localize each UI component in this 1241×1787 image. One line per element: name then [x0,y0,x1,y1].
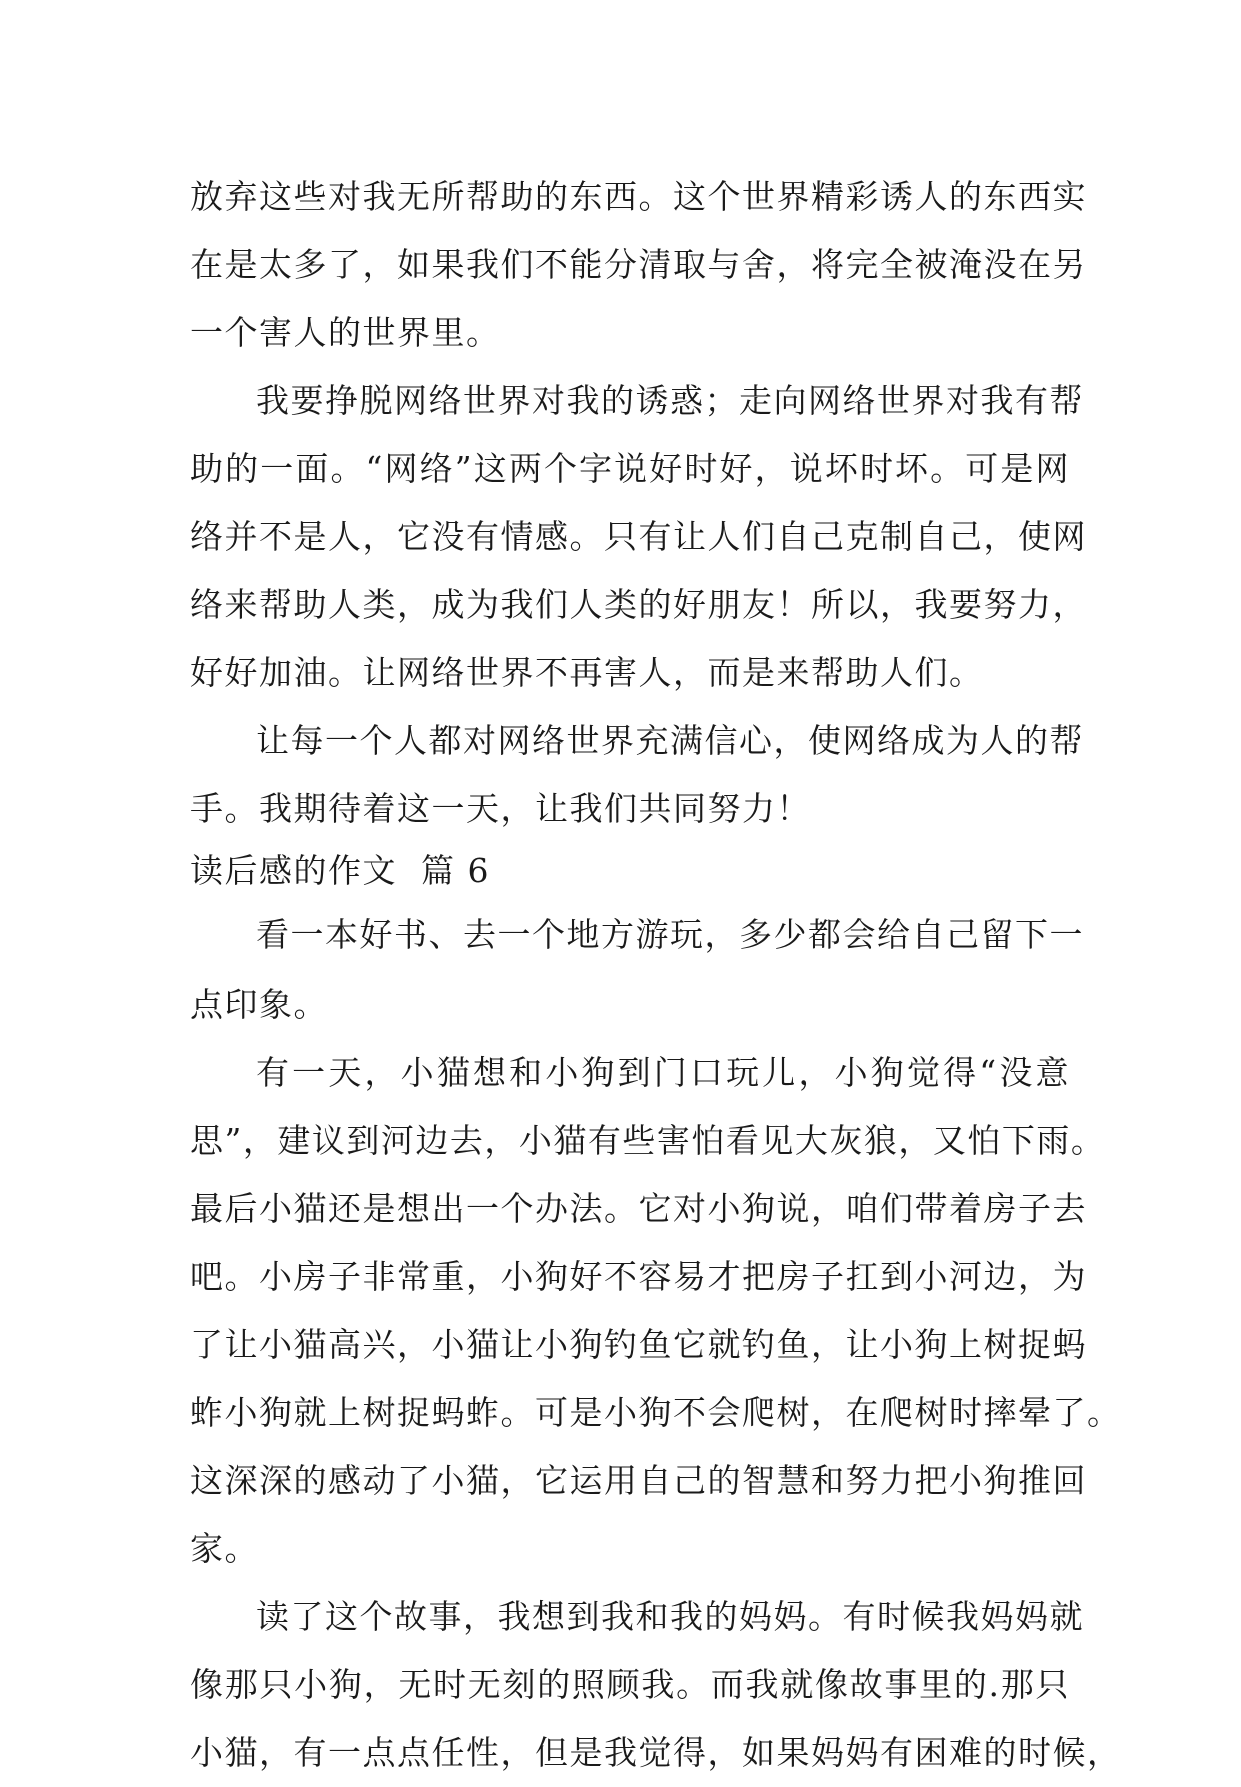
text-line: 小猫，有一点点任性，但是我觉得，如果妈妈有困难的时候， [190,1733,1122,1772]
text-line: 最后小猫还是想出一个办法。它对小狗说，咱们带着房子去 [190,1189,1087,1228]
text-line: 有一天，小猫想和小狗到门口玩儿，小狗觉得“没意 [256,1053,1070,1092]
text-line: 助的一面。“网络”这两个字说好时好，说坏时坏。可是网 [190,449,1070,488]
text-line: 好好加油。让网络世界不再害人，而是来帮助人们。 [190,653,984,692]
text-line: 像那只小狗，无时无刻的照顾我。而我就像故事里的.那只 [190,1665,1070,1704]
text-line: 点印象。 [190,985,328,1024]
text-line: 一个害人的世界里。 [190,313,501,352]
text-line: 这深深的感动了小猫，它运用自己的智慧和努力把小狗推回 [190,1461,1087,1500]
text-line: 吧。小房子非常重，小狗好不容易才把房子扛到小河边，为 [190,1257,1087,1296]
text-line: 手。我期待着这一天，让我们共同努力！ [190,789,811,828]
text-line: 了让小猫高兴，小猫让小狗钓鱼它就钓鱼，让小狗上树捉蚂 [190,1325,1087,1364]
text-line: 络并不是人，它没有情感。只有让人们自己克制自己，使网 [190,517,1087,556]
text-line: 思”，建议到河边去，小猫有些害怕看见大灰狼，又怕下雨。 [190,1121,1106,1160]
text-line: 蚱小狗就上树捉蚂蚱。可是小狗不会爬树，在爬树时摔晕了。 [190,1393,1122,1432]
document-body [190,163,1122,1787]
text-line: 让每一个人都对网络世界充满信心，使网络成为人的帮 [256,721,1084,760]
text-line: 我要挣脱网络世界对我的诱惑；走向网络世界对我有帮 [256,381,1084,420]
text-line: 络来帮助人类，成为我们人类的好朋友！所以，我要努力， [190,585,1087,624]
text-line: 读了这个故事，我想到我和我的妈妈。有时候我妈妈就 [256,1597,1084,1636]
text-line: 看一本好书、去一个地方游玩，多少都会给自己留下一 [256,915,1084,954]
text-line: 在是太多了，如果我们不能分清取与舍，将完全被淹没在另 [190,245,1087,284]
text-line: 放弃这些对我无所帮助的东西。这个世界精彩诱人的东西实 [190,177,1087,216]
section-heading: 读后感的作文 篇 6 [190,851,490,890]
text-line: 家。 [190,1529,259,1568]
